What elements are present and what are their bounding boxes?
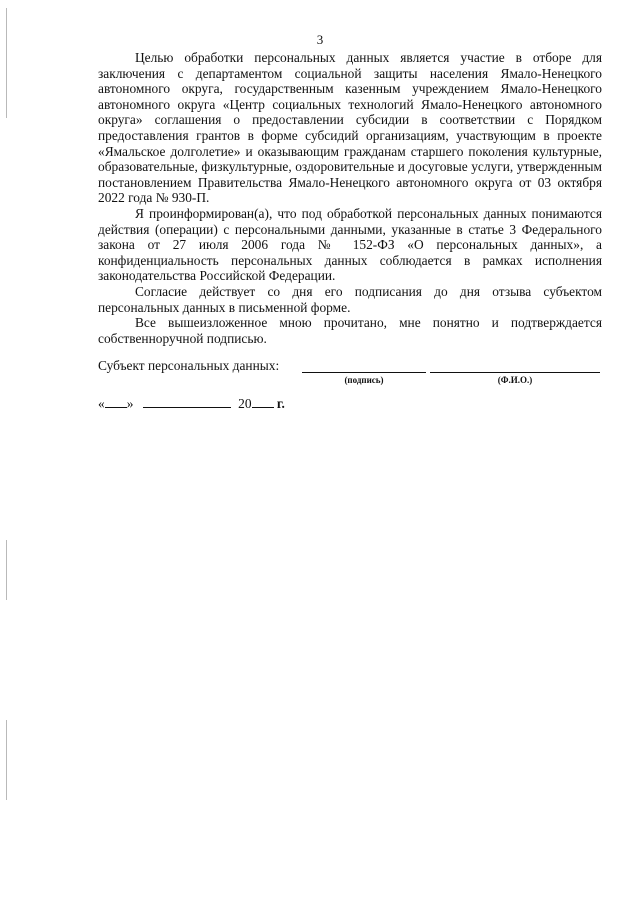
date-line: [98, 395, 285, 412]
day-field[interactable]: [105, 395, 127, 408]
signature-label: Субъект персональных данных:: [98, 358, 280, 373]
paragraph-confirmation: Все вышеизложенное мною прочитано, мне понятно и подтверждается собственноручной подписью.: [98, 315, 602, 346]
paragraph-purpose: Целью обработки персональных данных является участие в отборе для заключения с департаментом социальной защиты населения Ямало-Ненецкого автономного округа, государственным казенным учреждением Ямало-Ненецкого автономного округа «Центр социальных технологий Ямало-Ненецкого автономного округа» соглашения о предоставлении субсидии в соответствии с Порядком предоставления грантов в форме субсидий организациям, участвующим в проекте «Ямальское долголетие» и оказывающим гражданам старшего поколения культурные, образовательные, физкультурные, оздоровительные и досуговые услуги, утвержденным постановлением Правительства Ямало-Ненецкого автономного округа от 03 октября 2022 года № 930-П.: [98, 50, 602, 206]
paragraph-informed: Я проинформирован(а), что под обработкой персональных данных понимаются действия (операции) с персональными данными, указанные в статье 3 Федерального закона от 27 июля 2006 года № 152-ФЗ «О персональных данных», а конфиденциальность персональных данных соблюдается в рамках исполнения законодательства Российской Федерации.: [98, 205, 602, 284]
full-name-field[interactable]: [430, 372, 600, 373]
scan-edge-top: [6, 8, 7, 118]
signature-field[interactable]: [302, 372, 426, 373]
consent-text: [98, 50, 602, 346]
month-field[interactable]: [143, 395, 231, 408]
paragraph-validity: Согласие действует со дня его подписания до дня отзыва субъектом персональных данных в письменной форме.: [98, 283, 602, 315]
year-field[interactable]: [252, 395, 274, 408]
signature-caption: (подпись): [344, 375, 384, 385]
date-open-quote: «: [98, 396, 105, 411]
year-suffix: г.: [276, 396, 285, 411]
full-name-caption: (Ф.И.О.): [497, 375, 533, 385]
page-number: 3: [316, 32, 324, 47]
date-close-quote: »: [126, 396, 134, 411]
year-prefix: 20: [238, 396, 252, 411]
scan-edge-middle: [6, 540, 7, 600]
signature-row: [98, 358, 602, 388]
scan-edge-bottom: [6, 720, 7, 800]
